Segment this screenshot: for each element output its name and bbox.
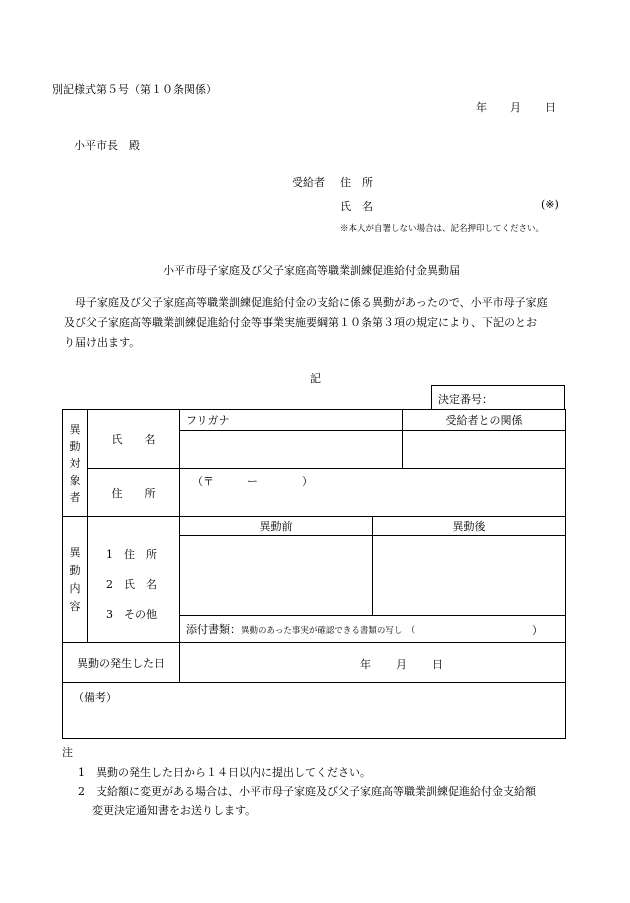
attachment-text: 異動のあった事実が確認できる書類の写し （ — [241, 626, 416, 636]
note-item-2-cont: 変更決定通知書をお送りします。 — [92, 804, 257, 817]
occurrence-day: 日 — [432, 658, 443, 671]
header-date-day: 日 — [545, 101, 556, 114]
note-item-1: 1 異動の発生した日から１４日以内に提出してください。 — [78, 766, 371, 779]
remarks-label: （備考） — [73, 691, 117, 704]
occurrence-date-field[interactable] — [180, 643, 566, 683]
signature-note: ※本人が自署しない場合は、記名押印してください。 — [340, 224, 545, 234]
postal-template: （〒 ー ） — [192, 475, 313, 488]
occurrence-month: 月 — [396, 658, 407, 671]
name-label: 氏 名 — [88, 410, 180, 469]
addressee: 小平市長 殿 — [74, 139, 140, 152]
relation-field[interactable] — [403, 431, 566, 469]
change-item: 3 その他 — [106, 607, 157, 621]
applicant-name-label: 氏 名 — [340, 200, 373, 213]
change-section-label — [63, 517, 88, 643]
target-section-text: 異 動 対 象 者 — [69, 422, 81, 504]
occurrence-year: 年 — [360, 658, 371, 671]
note-item-2: 2 支給額に変更がある場合は、小平市母子家庭及び父子家庭高等職業訓練促進給付金支給額 — [78, 785, 536, 798]
target-section-label — [63, 410, 88, 517]
document-title: 小平市母子家庭及び父子家庭高等職業訓練促進給付金異動届 — [163, 264, 460, 277]
attachment-close: ） — [532, 624, 543, 637]
remarks-field[interactable] — [63, 683, 566, 739]
before-label: 異動前 — [180, 517, 373, 536]
change-item: 2 氏 名 — [106, 577, 157, 591]
attachment-row — [180, 616, 566, 643]
applicant-address-label: 住 所 — [340, 176, 373, 189]
body-line-2: 及び父子家庭高等職業訓練促進給付金等事業実施要綱第１０条第３項の規定により、下記のとお — [64, 316, 537, 329]
decision-number-box — [431, 385, 565, 409]
change-section-text: 異 動 内 容 — [69, 545, 81, 613]
ki-heading: 記 — [310, 372, 321, 385]
address-label: 住 所 — [88, 469, 180, 517]
address-field[interactable] — [180, 469, 566, 517]
before-field[interactable] — [180, 536, 373, 616]
change-form-table — [62, 409, 566, 739]
applicant-label: 受給者 — [292, 176, 325, 189]
change-item: 1 住 所 — [106, 547, 157, 561]
body-line-3: り届け出ます。 — [64, 336, 141, 349]
form-number: 別記様式第５号（第１０条関係） — [52, 83, 217, 96]
occurrence-label: 異動の発生した日 — [63, 643, 180, 683]
notes-heading: 注 — [62, 746, 73, 759]
after-label: 異動後 — [373, 517, 566, 536]
header-date-year: 年 — [476, 101, 487, 114]
after-field[interactable] — [373, 536, 566, 616]
name-field[interactable] — [180, 431, 403, 469]
body-line-1: 母子家庭及び父子家庭高等職業訓練促進給付金の支給に係る異動があったので、小平市母子家庭 — [64, 296, 548, 309]
furigana-label: フリガナ — [180, 410, 403, 431]
header-date-month: 月 — [510, 101, 521, 114]
change-items — [88, 517, 180, 643]
attachment-label: 添付書類： — [186, 623, 241, 636]
seal-mark: (※) — [541, 198, 559, 211]
decision-number-label: 決定番号： — [438, 393, 493, 406]
relation-label: 受給者との関係 — [403, 410, 566, 431]
